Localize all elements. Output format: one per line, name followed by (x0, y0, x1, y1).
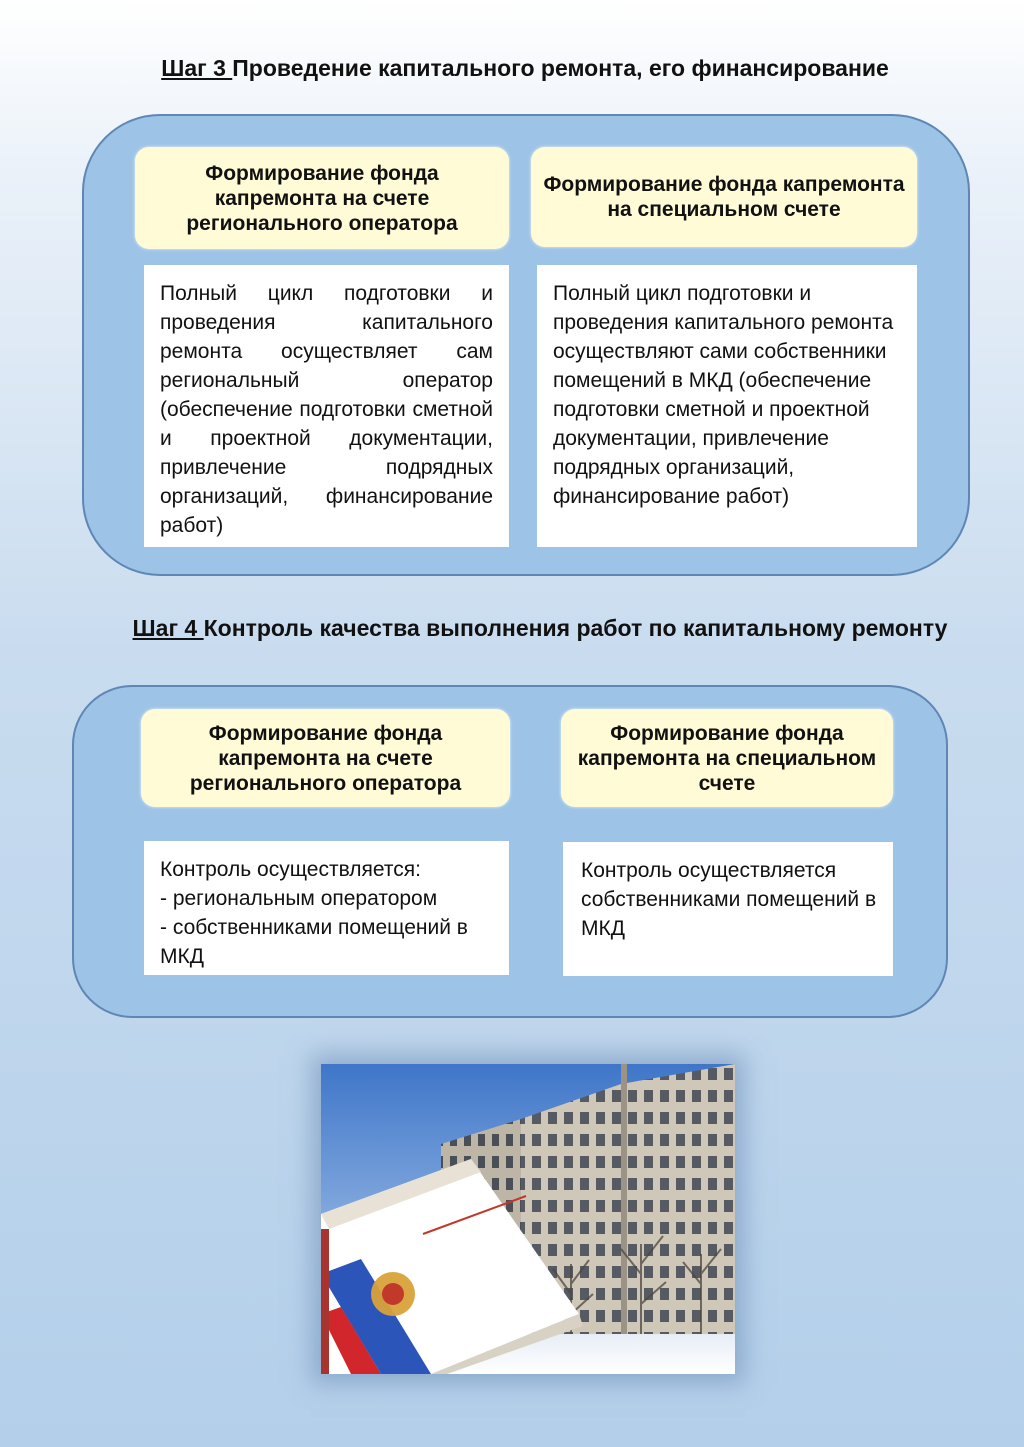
step3-regional-operator-header: Формирование фонда капремонта на счете регионального оператора (135, 147, 509, 249)
step3-title-text: Проведение капитального ремонта, его финансирование (232, 55, 889, 81)
housing-code-illustration (321, 1064, 735, 1374)
step4-title-text: Контроль качества выполнения работ по капитальному ремонту (203, 615, 948, 641)
step4-regional-operator-text: Контроль осуществляется: - региональным оператором - собственниками помещений в МКД (144, 841, 509, 975)
housing-code-photo (321, 1064, 735, 1374)
step3-title (60, 53, 990, 84)
step4-regional-operator-header: Формирование фонда капремонта на счете регионального оператора (141, 709, 510, 807)
step4-special-account-text: Контроль осуществляется собственниками помещений в МКД (563, 842, 893, 976)
step4-title (100, 613, 980, 644)
step3-special-account-text: Полный цикл подготовки и проведения капитального ремонта осуществляют сами собственники помещений в МКД (обеспечение подготовки сметной и проектной документации, привлечение подрядных организаций, финансирование работ) (537, 265, 917, 547)
step4-special-account-header: Формирование фонда капремонта на специальном счете (561, 709, 893, 807)
step3-special-account-header: Формирование фонда капремонта на специальном счете (531, 147, 917, 247)
step4-number: Шаг 4 (132, 615, 204, 641)
step3-number: Шаг 3 (161, 55, 233, 81)
step3-regional-operator-text: Полный цикл подготовки и проведения капитального ремонта осуществляет сам региональный оператор (обеспечение подготовки сметной и проектной документации, привлечение подрядных организаций, финансирование работ) (144, 265, 509, 547)
